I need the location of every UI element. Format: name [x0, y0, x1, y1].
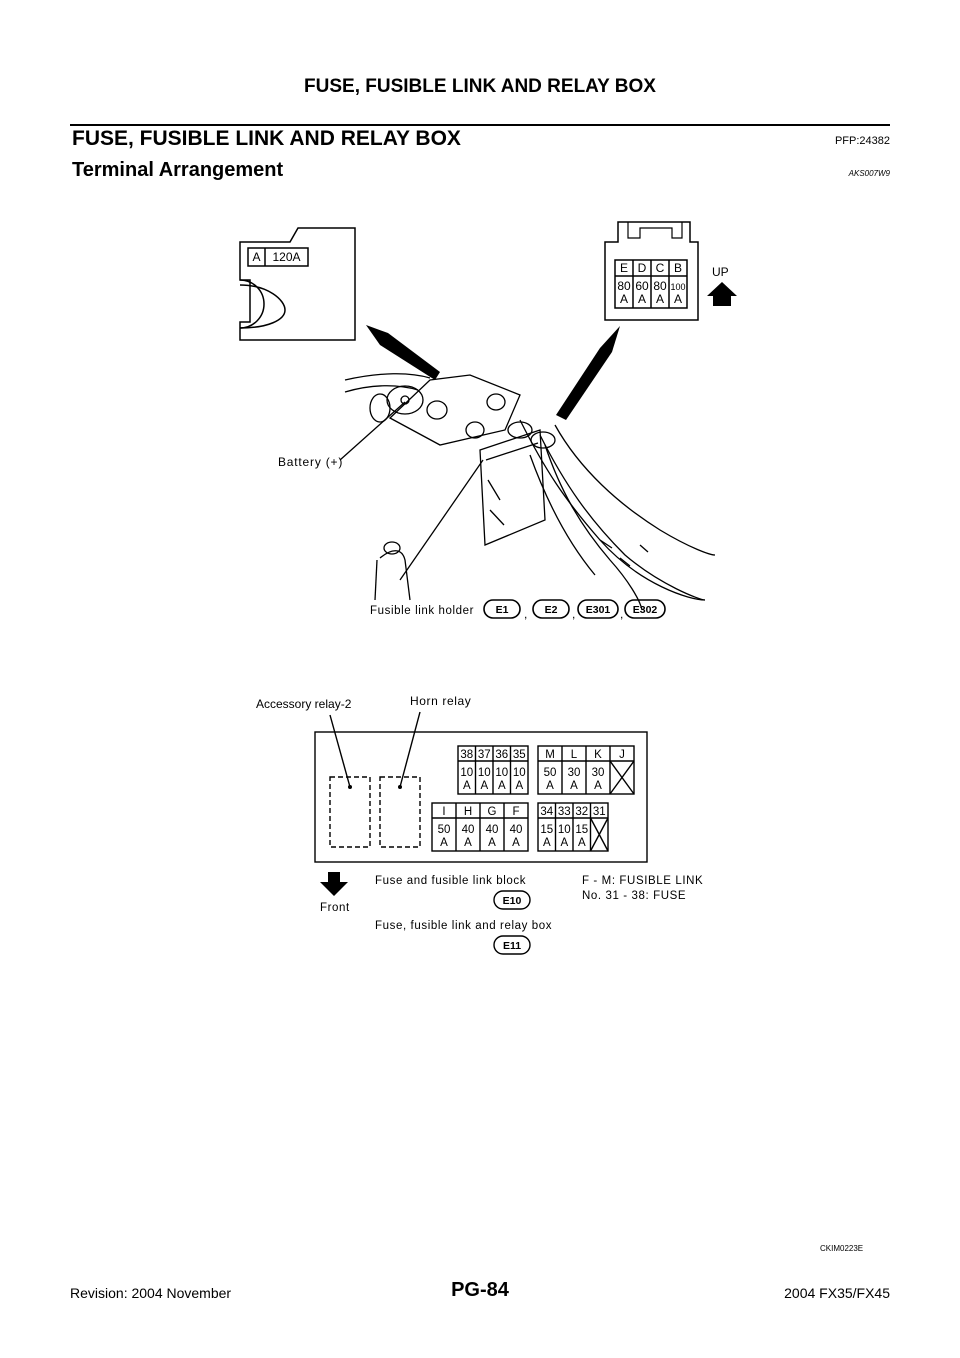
right-box-value: 100	[670, 282, 686, 292]
fuse-number: 38	[460, 749, 474, 761]
footer-revision: Revision: 2004 November	[70, 1285, 232, 1301]
link-letter: H	[463, 806, 473, 818]
section-title: FUSE, FUSIBLE LINK AND RELAY BOX	[72, 127, 461, 150]
link-letter: L	[570, 749, 578, 761]
link-value: 50	[437, 824, 451, 836]
link-letter: G	[487, 806, 497, 818]
fuse-number: 36	[495, 749, 509, 761]
fuse-value: 10	[495, 767, 509, 779]
connector-e301: E301	[585, 604, 611, 616]
fuse-value: 10	[460, 767, 474, 779]
fuse-number: 32	[575, 806, 589, 818]
right-box-letter: C	[655, 261, 665, 275]
fuse-unit: A	[480, 780, 489, 792]
connector-e2: E2	[544, 604, 558, 616]
right-box-letter: D	[637, 261, 647, 275]
link-unit: A	[488, 837, 496, 849]
accessory-relay-label: Accessory relay-2	[256, 697, 352, 711]
connector-separator: ,	[524, 607, 528, 621]
horn-relay-label: Horn relay	[410, 694, 472, 708]
fuse-unit: A	[515, 780, 524, 792]
subsection-code: AKS007W9	[848, 169, 890, 178]
left-box-amp: 120A	[272, 250, 301, 264]
link-letter: M	[545, 749, 555, 761]
right-box-unit: A	[619, 292, 629, 306]
link-unit: A	[440, 837, 448, 849]
right-box-unit: A	[655, 292, 665, 306]
fuse-value: 15	[540, 824, 554, 836]
connector-separator: ,	[620, 607, 624, 621]
up-label: UP	[712, 265, 729, 279]
fuse-unit: A	[462, 780, 471, 792]
fuse-number: 31	[592, 806, 606, 818]
section-code: PFP:24382	[834, 135, 890, 147]
fuse-value: 10	[557, 824, 571, 836]
right-box-value: 80	[653, 279, 667, 293]
legend-fusible-link: F - M: FUSIBLE LINK	[582, 875, 704, 887]
link-letter: I	[442, 806, 446, 818]
right-box-unit: A	[673, 292, 683, 306]
holder-label: Fusible link holder	[370, 605, 475, 617]
footer-model: 2004 FX35/FX45	[784, 1285, 890, 1301]
link-letter: J	[619, 749, 625, 761]
fuse-value: 10	[512, 767, 526, 779]
subsection-title: Terminal Arrangement	[72, 159, 284, 181]
battery-label: Battery (+)	[278, 455, 344, 469]
fuse-value: 10	[477, 767, 491, 779]
link-letter: F	[512, 806, 520, 818]
fuse-unit: A	[542, 837, 551, 849]
link-value: 50	[543, 767, 557, 779]
right-box-value: 60	[635, 279, 649, 293]
right-box-unit: A	[637, 292, 647, 306]
fuse-value: 15	[575, 824, 589, 836]
fuse-unit: A	[560, 837, 569, 849]
link-value: 30	[591, 767, 605, 779]
right-box-value: 80	[617, 279, 631, 293]
connector-e1: E1	[495, 604, 509, 616]
page-header-title: FUSE, FUSIBLE LINK AND RELAY BOX	[304, 76, 656, 97]
connector-separator: ,	[572, 607, 576, 621]
link-value: 30	[567, 767, 581, 779]
fuse-number: 37	[477, 749, 491, 761]
link-unit: A	[594, 780, 602, 792]
legend-fuse: No. 31 - 38: FUSE	[582, 890, 687, 902]
fuse-number: 35	[512, 749, 526, 761]
connector-e11: E11	[502, 940, 522, 952]
connector-e10: E10	[502, 895, 522, 907]
right-box-letter: E	[619, 261, 629, 275]
footer-page-number: PG-84	[451, 1279, 509, 1301]
box-label: Fuse, fusible link and relay box	[375, 920, 553, 932]
link-letter: K	[594, 749, 602, 761]
link-value: 40	[461, 824, 475, 836]
link-value: 40	[485, 824, 499, 836]
left-box-letter: A	[252, 250, 261, 264]
link-unit: A	[512, 837, 520, 849]
block-label: Fuse and fusible link block	[375, 875, 527, 887]
link-unit: A	[570, 780, 578, 792]
fuse-number: 34	[540, 806, 554, 818]
front-label: Front	[320, 902, 350, 914]
figure-code: CKIM0223E	[820, 1244, 864, 1253]
right-box-letter: B	[673, 261, 683, 275]
connector-e302: E302	[632, 604, 658, 616]
fuse-unit: A	[577, 837, 586, 849]
fuse-number: 33	[557, 806, 571, 818]
link-unit: A	[464, 837, 472, 849]
link-value: 40	[509, 824, 523, 836]
fuse-unit: A	[497, 780, 506, 792]
link-unit: A	[546, 780, 554, 792]
